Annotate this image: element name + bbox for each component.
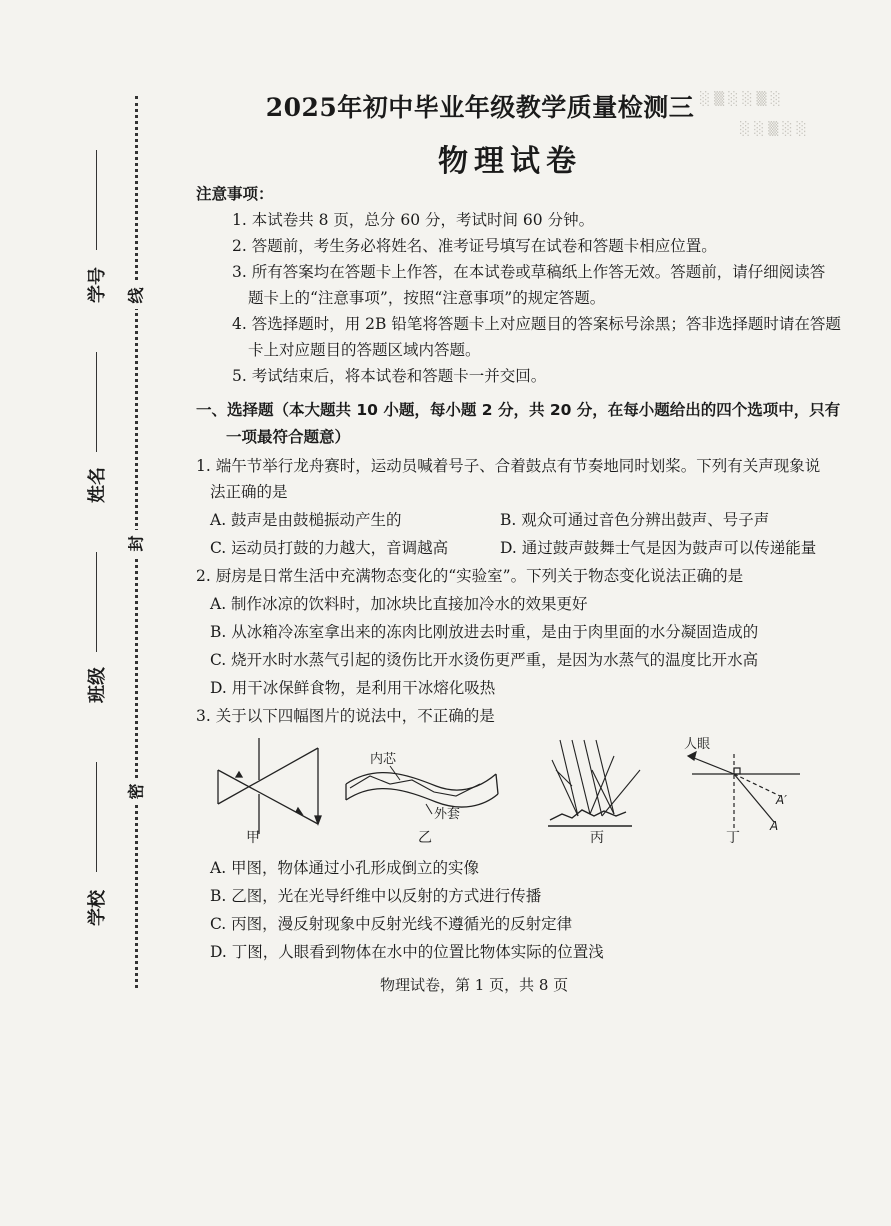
- question-3-option-a: A. 甲图，物体通过小孔形成倒立的实像: [210, 859, 480, 877]
- notice-item: 1. 本试卷共 8 页，总分 60 分，考试时间 60 分钟。: [232, 211, 595, 229]
- school-label: 学校: [87, 890, 108, 926]
- question-2-option-b: B. 从冰箱冷冻室拿出来的冻肉比刚放进去时重，是由于肉里面的水分凝固造成的: [210, 623, 759, 641]
- student-id-label: 学号: [87, 267, 108, 303]
- question-1-option-b: B. 观众可通过音色分辨出鼓声、号子声: [500, 511, 770, 529]
- question-3-option-d: D. 丁图，人眼看到物体在水中的位置比物体实际的位置浅: [210, 943, 604, 961]
- class-blank: [96, 552, 97, 652]
- notice-heading: 注意事项：: [196, 185, 274, 203]
- question-1-stem-cont: 法正确的是: [210, 483, 288, 501]
- question-2-option-c: C. 烧开水时水蒸气引起的烫伤比开水烫伤更严重，是因为水蒸气的温度比开水高: [210, 651, 759, 669]
- notice-item: 2. 答题前，考生务必将姓名、准考证号填写在试卷和答题卡相应位置。: [232, 237, 717, 255]
- class-label: 班级: [87, 667, 108, 703]
- question-2-option-a: A. 制作冰凉的饮料时，加冰块比直接加冷水的效果更好: [210, 595, 588, 613]
- notice-item: 4. 答选择题时，用 2B 铅笔将答题卡上对应题目的答案标号涂黑；答非选择题时请在答题: [232, 315, 841, 333]
- question-3-option-c: C. 丙图，漫反射现象中反射光线不遵循光的反射定律: [210, 915, 573, 933]
- inner-core-label: 内芯: [370, 752, 397, 767]
- page-footer: 物理试卷，第 1 页，共 8 页: [380, 976, 569, 994]
- question-1-stem: 1. 端午节举行龙舟赛时，运动员喊着号子、合着鼓点有节奏地同时划桨。下列有关声现象说: [196, 457, 821, 475]
- name-blank: [96, 352, 97, 452]
- bleed-through-text: ░ ░ ▒ ░ ░: [740, 122, 807, 137]
- seal-char-secret: 密: [127, 778, 143, 805]
- section-heading: 一、选择题（本大题共 10 小题，每小题 2 分，共 20 分，在每小题给出的四个选项中，只有: [196, 401, 841, 419]
- figure-yi-fiber: [346, 766, 498, 814]
- school-blank: [96, 762, 97, 872]
- question-3-option-b: B. 乙图，光在光导纤维中以反射的方式进行传播: [210, 887, 542, 905]
- exam-title: 2025年初中毕业年级教学质量检测三: [265, 93, 695, 122]
- question-1-option-c: C. 运动员打鼓的力越大，音调越高: [210, 539, 449, 557]
- point-a-prime-label: A′: [776, 793, 787, 807]
- question-3-stem: 3. 关于以下四幅图片的说法中，不正确的是: [196, 707, 495, 725]
- question-2-option-d: D. 用干冰保鲜食物，是利用干冰熔化吸热: [210, 679, 496, 697]
- student-id-blank: [96, 150, 97, 250]
- figure-bing-label: 丙: [590, 830, 604, 846]
- figure-jia-label: 甲: [246, 830, 260, 846]
- question-2-stem: 2. 厨房是日常生活中充满物态变化的“实验室”。下列关于物态变化说法正确的是: [196, 567, 744, 585]
- seal-char-seal: 封: [127, 530, 143, 557]
- question-1-option-a: A. 鼓声是由鼓槌振动产生的: [210, 511, 402, 529]
- notice-item: 题卡上的“注意事项”，按照“注意事项”的规定答题。: [248, 289, 606, 307]
- question-1-option-d: D. 通过鼓声鼓舞士气是因为鼓声可以传递能量: [500, 539, 817, 557]
- notice-item: 卡上对应题目的答题区域内答题。: [248, 341, 481, 359]
- section-heading-cont: 一项最符合题意）: [226, 428, 351, 446]
- figure-yi-label: 乙: [418, 830, 432, 846]
- figure-ding-label: 丁: [726, 830, 740, 846]
- point-a-label: A: [770, 819, 779, 833]
- subject-title: 物理试卷: [438, 144, 582, 179]
- name-label: 姓名: [87, 467, 108, 503]
- seal-char-line: 线: [127, 282, 143, 309]
- figure-ding-refraction: [688, 752, 800, 830]
- figure-jia-pinhole: [218, 738, 321, 834]
- figure-bing-diffuse: [548, 740, 640, 826]
- bleed-through-text: ░ ▒ ░ ░ ▒ ░: [700, 92, 781, 107]
- notice-item: 5. 考试结束后，将本试卷和答题卡一并交回。: [232, 367, 547, 385]
- human-eye-label: 人眼: [684, 737, 711, 752]
- notice-item: 3. 所有答案均在答题卡上作答，在本试卷或草稿纸上作答无效。答题前，请仔细阅读答: [232, 263, 826, 281]
- question-3-figures: [200, 730, 800, 852]
- outer-sheath-label: 外套: [434, 807, 461, 822]
